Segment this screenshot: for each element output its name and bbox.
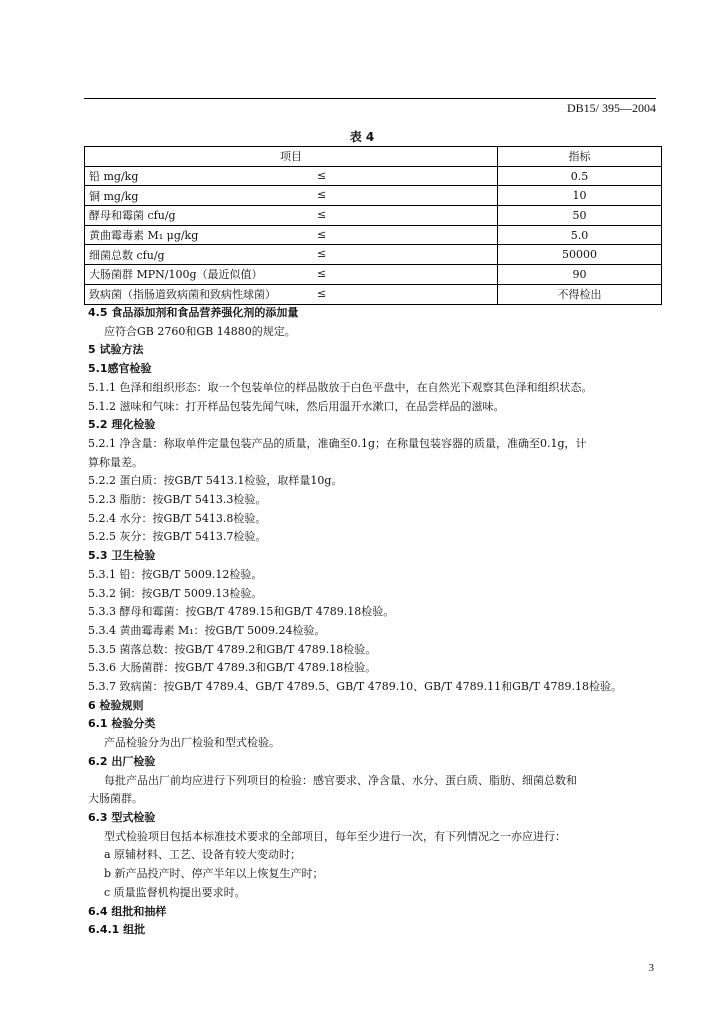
paragraph-line: a 原辅材料、工艺、设备有较大变动时； xyxy=(104,848,302,862)
paragraph-line: 5.1.2 滋味和气味：打开样品包装先闻气味，然后用温开水漱口，在品尝样品的滋味。 xyxy=(88,399,505,413)
table-row xyxy=(85,186,662,206)
section-heading: 6.2 出厂检验 xyxy=(88,754,156,768)
paragraph-line: 5.3.3 酵母和霉菌：按GB/T 4789.15和GB/T 4789.18检验。 xyxy=(88,605,395,619)
item-label: 细菌总数 cfu/g xyxy=(89,248,165,262)
section-heading: 6.3 型式检验 xyxy=(88,810,156,824)
table-cell-value: 50000 xyxy=(498,245,662,265)
item-label: 致病菌（指肠道致病菌和致病性球菌） xyxy=(89,288,276,302)
item-label: 酵母和霉菌 cfu/g xyxy=(89,209,176,223)
paragraph-line: 5.3.5 菌落总数：按GB/T 4789.2和GB/T 4789.18检验。 xyxy=(88,642,377,656)
comparator: ≤ xyxy=(317,286,327,300)
table-cell-item xyxy=(85,166,498,186)
paragraph-line: 每批产品出厂前均应进行下列项目的检验：感官要求、净含量、水分、蛋白质、脂肪、细菌总数和 xyxy=(104,773,577,787)
item-label: 铜 mg/kg xyxy=(89,189,139,203)
paragraph-line: 5.1.1 色泽和组织形态：取一个包装单位的样品散放于白色平盘中，在自然光下观察其色泽和组织状态。 xyxy=(88,380,593,394)
section-heading: 5.3 卫生检验 xyxy=(88,549,156,563)
col-header-value: 指标 xyxy=(498,147,662,167)
table-cell-value: 90 xyxy=(498,265,662,285)
paragraph-line: 应符合GB 2760和GB 14880的规定。 xyxy=(104,324,296,338)
table-cell-item xyxy=(85,284,498,304)
table-row xyxy=(85,265,662,285)
paragraph-line: 大肠菌群。 xyxy=(88,792,143,806)
comparator: ≤ xyxy=(317,208,327,222)
paragraph-line: 5.3.4 黄曲霉毒素 M₁：按GB/T 5009.24检验。 xyxy=(88,623,326,637)
paragraph-line: 5.2.5 灰分：按GB/T 5413.7检验。 xyxy=(88,530,267,544)
table-cell-value: 10 xyxy=(498,186,662,206)
table-cell-value: 5.0 xyxy=(498,225,662,245)
spec-table xyxy=(84,146,662,305)
table-cell-value: 50 xyxy=(498,206,662,226)
paragraph-line: c 质量监督机构提出要求时。 xyxy=(104,885,246,899)
table-cell-item xyxy=(85,186,498,206)
paragraph-line: 5.2.1 净含量：称取单件定量包装产品的质量，准确至0.1g；在称量包装容器的质量，准确至0.1g，计 xyxy=(88,436,587,450)
table-cell-item xyxy=(85,265,498,285)
page-number: 3 xyxy=(648,962,654,974)
paragraph-line: 5.2.3 脂肪：按GB/T 5413.3检验。 xyxy=(88,493,267,507)
section-heading: 5 试验方法 xyxy=(88,343,144,357)
section-heading: 6.4.1 组批 xyxy=(88,923,146,937)
table-header-row xyxy=(85,147,662,167)
comparator: ≤ xyxy=(317,188,327,202)
item-label: 铅 mg/kg xyxy=(89,170,139,184)
comparator: ≤ xyxy=(317,247,327,261)
paragraph-line: 5.3.7 致病菌：按GB/T 4789.4、GB/T 4789.5、GB/T 4789.10、GB/T 4789.11和GB/T 4789.18检验。 xyxy=(88,680,622,694)
section-heading: 6.1 检验分类 xyxy=(88,717,156,731)
comparator: ≤ xyxy=(317,227,327,241)
section-heading: 4.5 食品添加剂和食品营养强化剂的添加量 xyxy=(88,306,299,319)
paragraph-line: 5.3.6 大肠菌群：按GB/T 4789.3和GB/T 4789.18检验。 xyxy=(88,661,377,675)
header-rule xyxy=(84,98,656,99)
section-heading: 6.4 组批和抽样 xyxy=(88,904,167,918)
section-heading: 5.2 理化检验 xyxy=(88,418,156,432)
standard-code: DB15/ 395—2004 xyxy=(566,101,656,115)
table-row xyxy=(85,225,662,245)
paragraph-line: 产品检验分为出厂检验和型式检验。 xyxy=(104,736,280,750)
table-row xyxy=(85,245,662,265)
table-cell-value: 0.5 xyxy=(498,166,662,186)
col-header-item: 项目 xyxy=(85,147,498,167)
paragraph-line: 型式检验项目包括本标准技术要求的全部项目，每年至少进行一次，有下列情况之一亦应进行： xyxy=(104,829,566,843)
paragraph-line: b 新产品投产时、停产半年以上恢复生产时； xyxy=(104,867,324,881)
paragraph-line: 5.3.2 铜：按GB/T 5009.13检验。 xyxy=(88,586,263,600)
body-text xyxy=(88,304,658,940)
paragraph-line: 算称量差。 xyxy=(88,455,143,469)
table-row xyxy=(85,284,662,304)
table-row xyxy=(85,166,662,186)
paragraph-line: 5.2.2 蛋白质：按GB/T 5413.1检验，取样量10g。 xyxy=(88,474,343,488)
paragraph-line: 5.3.1 铅：按GB/T 5009.12检验。 xyxy=(88,567,263,581)
section-heading: 6 检验规则 xyxy=(88,698,144,712)
table-cell-item xyxy=(85,225,498,245)
item-label: 黄曲霉毒素 M₁ μg/kg xyxy=(89,229,199,243)
paragraph-line: 5.2.4 水分：按GB/T 5413.8检验。 xyxy=(88,511,267,525)
table-row xyxy=(85,206,662,226)
section-heading: 5.1感官检验 xyxy=(88,362,152,376)
table-cell-item xyxy=(85,206,498,226)
table-title: 表 4 xyxy=(349,130,375,144)
table-cell-item xyxy=(85,245,498,265)
item-label: 大肠菌群 MPN/100g（最近似值） xyxy=(89,268,263,282)
comparator: ≤ xyxy=(317,168,327,182)
comparator: ≤ xyxy=(317,267,327,281)
table-cell-value: 不得检出 xyxy=(498,284,662,304)
